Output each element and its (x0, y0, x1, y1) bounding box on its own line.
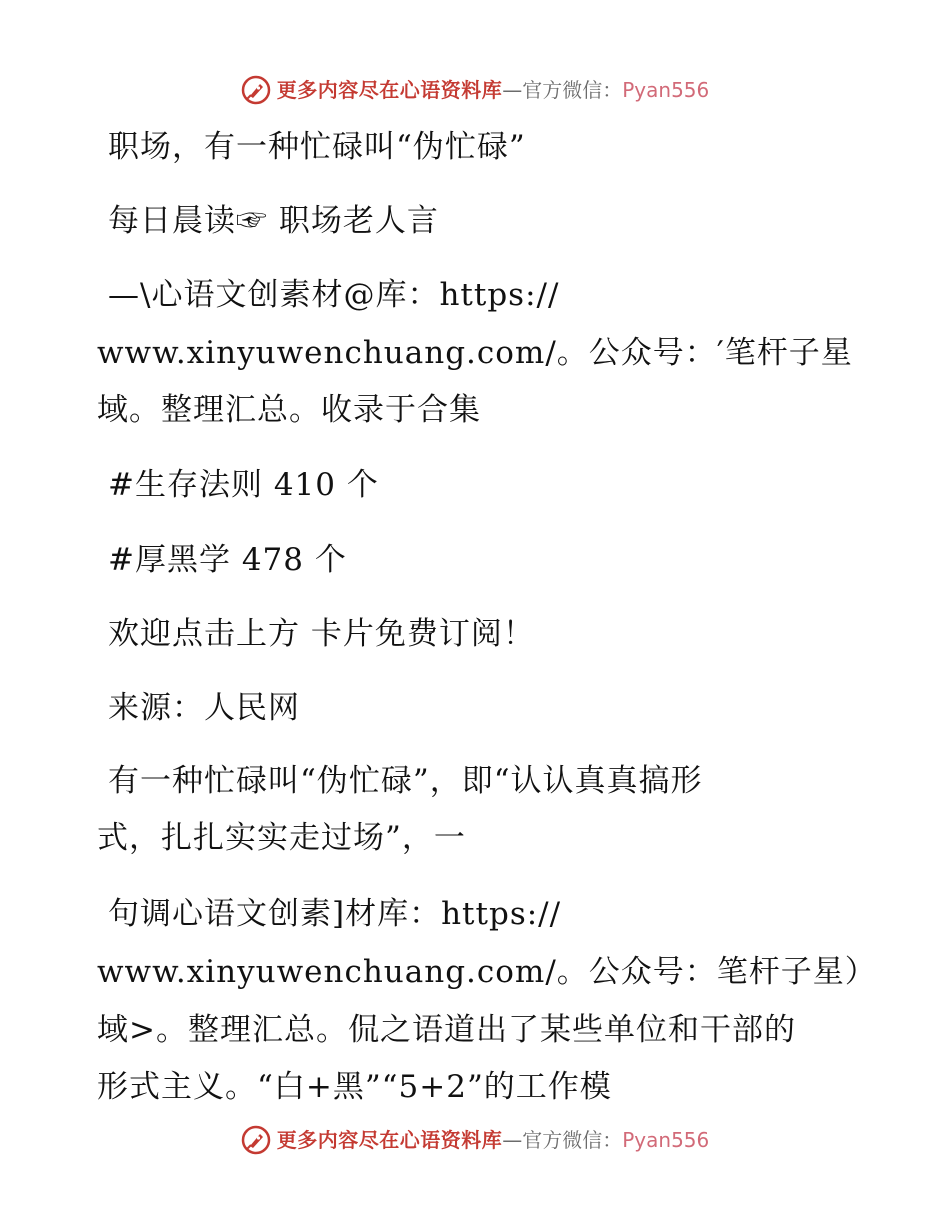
pen-nib-logo-icon (241, 75, 271, 105)
pen-nib-logo-icon (241, 1125, 271, 1155)
header-brand-text: 更多内容尽在心语资料库 (276, 78, 503, 102)
text-line: 有一种忙碌叫“伪忙碌”，即“认认真真搞形 (108, 763, 703, 799)
header-wechat-label: —官方微信： (502, 78, 623, 102)
article-title: 职场，有一种忙碌叫“伪忙碌” (108, 129, 526, 165)
header-banner (0, 70, 950, 110)
text-line: www.xinyuwenchuang.com/。公众号：′笔杆子星 (97, 335, 853, 371)
footer-brand-text: 更多内容尽在心语资料库 (276, 1128, 503, 1152)
text-line: 域>。整理汇总。侃之语道出了某些单位和干部的 (97, 1012, 796, 1048)
text-line: #厚黑学 478 个 (108, 542, 347, 578)
text-line: 来源：人民网 (108, 690, 300, 726)
text-line: #生存法则 410 个 (108, 467, 379, 503)
text-line: 形式主义。“白+黑”“5+2”的工作模 (97, 1069, 612, 1105)
text-line: 域。整理汇总。收录于合集 (97, 392, 481, 428)
text-line: 每日晨读☞ 职场老人言 (108, 203, 439, 239)
footer-wechat-id: Pyan556 (622, 1128, 710, 1152)
footer-banner (0, 1120, 950, 1160)
text-line: www.xinyuwenchuang.com/。公众号：笔杆子星） (97, 954, 877, 990)
text-line: 式，扎扎实实走过场”，一 (97, 820, 466, 856)
text-line: 句调心语文创素]材库：https:// (108, 896, 562, 932)
text-line: —\心语文创素材@库：https:// (108, 277, 560, 313)
footer-wechat-label: —官方微信： (502, 1128, 623, 1152)
text-line: 欢迎点击上方 卡片免费订阅！ (108, 616, 535, 652)
header-wechat-id: Pyan556 (622, 78, 710, 102)
